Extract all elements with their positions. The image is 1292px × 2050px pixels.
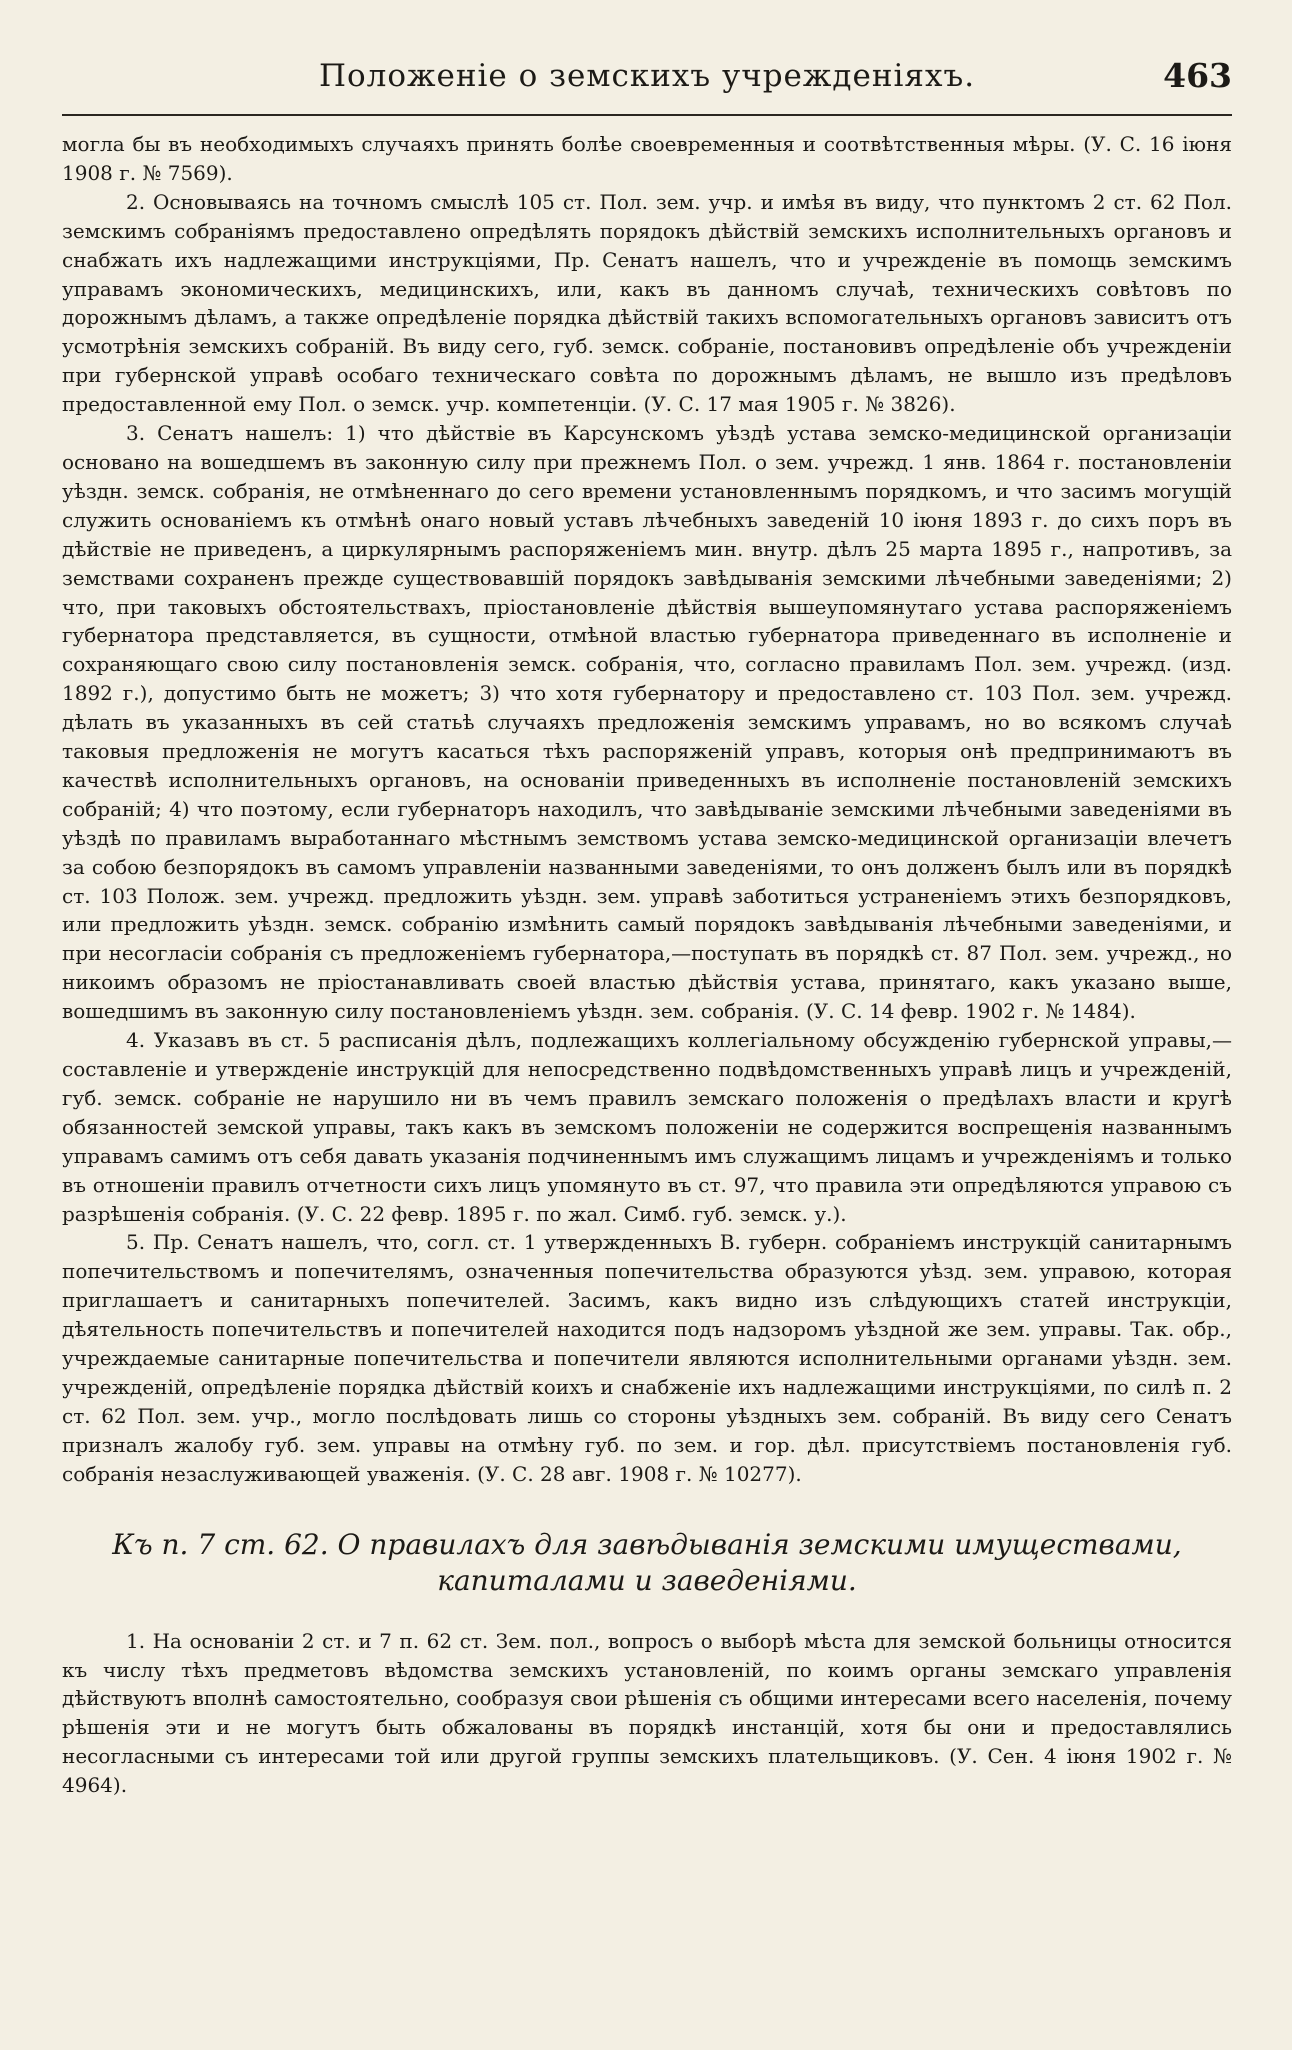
section-body: [62, 1627, 1232, 1800]
paragraph: 1. На основаніи 2 ст. и 7 п. 62 ст. Зем. пол., вопросъ о выборѣ мѣста для земской больницы относится къ числу тѣхъ предметовъ вѣдомства земскихъ установленій, по коимъ органы земскаго управленія дѣйствуютъ вполнѣ самостоятельно, сообразуя свои рѣшенія съ общими интересами всего населенія, почему рѣшенія эти и не могутъ быть обжалованы въ порядкѣ инстанцій, хотя бы они и предоставлялись несогласными съ интересами той или другой группы земскихъ плательщиковъ. (У. Сен. 4 іюня 1902 г. № 4964).: [62, 1628, 1232, 1798]
paragraph: 2. Основываясь на точномъ смыслѣ 105 ст. Пол. зем. учр. и имѣя въ виду, что пунктомъ 2 ст. 62 Пол. земскимъ собраніямъ предоставлено опредѣлять порядокъ дѣйствій земскихъ исполнительныхъ органовъ и снабжать ихъ надлежащими инструкціями, Пр. Сенатъ нашелъ, что и учрежденіе въ помощь земскимъ управамъ экономическихъ, медицинскихъ, или, какъ въ данномъ случаѣ, техническихъ совѣтовъ по дорожнымъ дѣламъ, а также опредѣленіе порядка дѣйствій такихъ вспомогательныхъ органовъ зависитъ отъ усмотрѣнія земскихъ собраній. Въ виду сего, губ. земск. собраніе, постановивъ опредѣленіе объ учрежденіи при губернской управѣ особаго техническаго совѣта по дорожнымъ дѣламъ, не вышло изъ предѣловъ предоставленной ему Пол. о земск. учр. компетенціи. (У. С. 17 мая 1905 г. № 3826).: [62, 189, 1232, 417]
section-heading-line: капиталами и заведеніями.: [437, 1563, 857, 1597]
section-heading: [62, 1527, 1232, 1599]
paragraph: 3. Сенатъ нашелъ: 1) что дѣйствіе въ Карсунскомъ уѣздѣ устава земско-медицинской организаціи основано на вошедшемъ въ законную силу при прежнемъ Пол. о зем. учрежд. 1 янв. 1864 г. постановленіи уѣздн. земск. собранія, не отмѣненнаго до сего времени установленнымъ порядкомъ, и что засимъ могущій служить основаніемъ къ отмѣнѣ онаго новый уставъ лѣчебныхъ заведеній 10 іюня 1893 г. до сихъ поръ въ дѣйствіе не приведенъ, а циркулярнымъ распоряженіемъ мин. внутр. дѣлъ 25 марта 1895 г., напротивъ, за земствами сохраненъ прежде существовавшій порядокъ завѣдыванія земскими лѣчебными заведеніями; 2) что, при таковыхъ обстоятельствахъ, пріостановленіе дѣйствія вышеупомянутаго устава распоряженіемъ губернатора представляется, въ сущности, отмѣной властью губернатора приведеннаго въ исполненіе и сохраняющаго свою силу постановленія земск. собранія, что, согласно правиламъ Пол. зем. учрежд. (изд. 1892 г.), допустимо быть не можетъ; 3) что хотя губернатору и предоставлено ст. 103 Пол. зем. учрежд. дѣлать въ указанныхъ въ сей статьѣ случаяхъ предложенія земскимъ управамъ, но во всякомъ случаѣ таковыя предложенія не могутъ касаться тѣхъ распоряженій управъ, которыя онѣ предпринимаютъ въ качествѣ исполнительныхъ органовъ, на основаніи приведенныхъ въ исполненіе постановленій земскихъ собраній; 4) что поэтому, если губернаторъ находилъ, что завѣдываніе земскими лѣчебными заведеніями въ уѣздѣ по правиламъ выработаннаго мѣстнымъ земствомъ устава земско-медицинской организаціи влечетъ за собою безпорядокъ въ самомъ управленіи названными заведеніями, то онъ долженъ былъ или въ порядкѣ ст. 103 Полож. зем. учрежд. предложить уѣздн. зем. управѣ заботиться устраненіемъ этихъ безпорядковъ, или предложить уѣздн. земск. собранію измѣнить самый порядокъ завѣдыванія лѣчебными заведеніями, и при несогласіи собранія съ предложеніемъ губернатора,—поступать въ порядкѣ ст. 87 Пол. зем. учрежд., но никоимъ образомъ не пріостанавливать своей властью дѣйствія устава, принятаго, какъ указано выше, вошедшимъ въ законную силу постановленіемъ уѣздн. зем. собранія. (У. С. 14 февр. 1902 г. № 1484).: [62, 421, 1232, 1024]
paragraph: 4. Указавъ въ ст. 5 расписанія дѣлъ, подлежащихъ коллегіальному обсужденію губернской управы,—составленіе и утвержденіе инструкцій для непосредственно подвѣдомственныхъ управѣ лицъ и учрежденій, губ. земск. собраніе не нарушило ни въ чемъ правилъ земскаго положенія о предѣлахъ власти и кругѣ обязанностей земской управы, такъ какъ въ земскомъ положеніи не содержится воспрещенія названнымъ управамъ самимъ отъ себя давать указанія подчиненнымъ имъ служащимъ лицамъ и учрежденіямъ и только въ отношеніи правилъ отчетности сихъ лицъ упомянуто въ ст. 97, что правила эти опредѣляются управою съ разрѣшенія собранія. (У. С. 22 февр. 1895 г. по жал. Симб. губ. земск. у.).: [62, 1028, 1232, 1226]
running-title: Положеніе о земскихъ учрежденіяхъ.: [318, 58, 976, 94]
page: [62, 52, 1232, 1800]
paragraph: 5. Пр. Сенатъ нашелъ, что, согл. ст. 1 утвержденныхъ В. губерн. собраніемъ инструкцій санитарнымъ попечительствомъ и попечителямъ, означенныя попечительства образуются уѣзд. зем. управою, которая приглашаетъ и санитарныхъ попечителей. Засимъ, какъ видно изъ слѣдующихъ статей инструкціи, дѣятельность попечительствъ и попечителей находится подъ надзоромъ уѣздной же зем. управы. Так. обр., учреждаемые санитарные попечительства и попечители являются исполнительными органами уѣздн. зем. учрежденій, опредѣленіе порядка дѣйствій коихъ и снабженіе ихъ надлежащими инструкціями, по силѣ п. 2 ст. 62 Пол. зем. учр., могло послѣдовать лишь со стороны уѣздныхъ зем. собраній. Въ виду сего Сенатъ призналъ жалобу губ. зем. управы на отмѣну губ. по зем. и гор. дѣл. присутствіемъ постановленія губ. собранія незаслуживающей уваженія. (У. С. 28 авг. 1908 г. № 10277).: [62, 1230, 1232, 1486]
paragraph: могла бы въ необходимыхъ случаяхъ принять болѣе своевременныя и соотвѣтственныя мѣры. (У. С. 16 іюня 1908 г. № 7569).: [62, 132, 1232, 185]
body-text: [62, 130, 1232, 1489]
section-heading-line: Къ п. 7 ст. 62. О правилахъ для завѣдыванія земскими имуществами,: [112, 1527, 1182, 1561]
page-number: 463: [1163, 56, 1232, 95]
running-header: [62, 52, 1232, 116]
